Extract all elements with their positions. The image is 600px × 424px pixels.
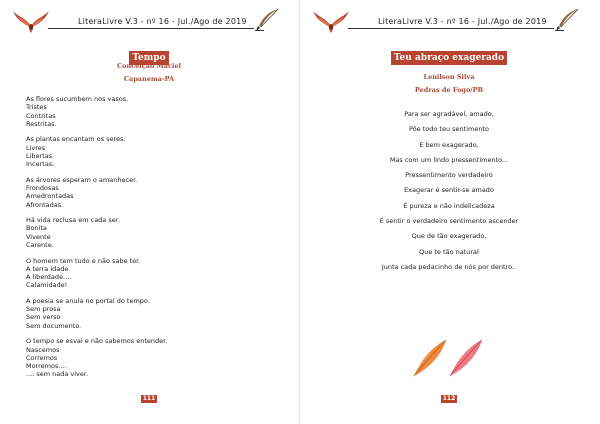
- poem-line: É pureza e não indelicadeza: [403, 201, 495, 210]
- page-header: [4, 6, 294, 36]
- poem-line: Sem prosa: [26, 305, 61, 314]
- poem-body: [304, 107, 594, 275]
- page-number-label: 112: [442, 395, 456, 402]
- poem-line: As flores sucumbem nos vasos.: [26, 95, 129, 103]
- phoenix-bird-icon: [12, 8, 50, 34]
- poem-body: [26, 95, 286, 386]
- poem-stanza: [26, 297, 286, 330]
- quill-pen-icon: [554, 7, 580, 33]
- two-feathers-icon: [410, 336, 492, 378]
- poem-line: Vivente: [26, 232, 51, 241]
- poem-line: Amedrontadas: [26, 192, 74, 201]
- poem-line: A liberdade....: [26, 273, 72, 282]
- left-page: [4, 0, 294, 424]
- poem-line: É sentir o verdadeiro sentimento ascender: [379, 217, 519, 226]
- poem-stanza: [26, 95, 286, 128]
- quill-pen-icon: [254, 7, 280, 33]
- poem-line: O tempo se esvai e não sabemos entender.: [26, 337, 168, 346]
- poem-line: Livres: [26, 143, 46, 152]
- phoenix-bird-icon: [312, 8, 350, 34]
- poem-line: A poesia se anula no portal do tempo.: [26, 296, 150, 305]
- header-text: LiteraLivre V.3 - nº 16 - Jul./Ago de 2019: [378, 17, 547, 26]
- poem-line: O homem tem tudo e não sabe ter.: [26, 256, 141, 265]
- poem-line: Para ser agradável, amado,: [404, 110, 494, 118]
- poem-line: Frondosas: [26, 184, 59, 193]
- poem-line: Há vida reclusa em cada ser.: [26, 216, 120, 225]
- poem-line: Pressentimento verdadeiro: [405, 171, 493, 180]
- poem-line: Calamidade!: [26, 281, 68, 290]
- page-header: [304, 6, 594, 36]
- poem-line: Carente.: [26, 241, 54, 250]
- poem-line: Mas com um lindo pressentimento...: [389, 155, 509, 164]
- poem-line: Libertas: [26, 151, 53, 160]
- poem-location: Pedras de Fogo/PB: [414, 86, 484, 94]
- poem-author: Conceição Maciel: [116, 62, 181, 70]
- right-page: [304, 0, 594, 424]
- poem-line: Restritas.: [26, 119, 57, 128]
- header-text: LiteraLivre V.3 - nº 16 - Jul./Ago de 2019: [78, 17, 247, 26]
- poem-line: Incertas.: [26, 160, 55, 169]
- poem-stanza: [26, 337, 286, 378]
- poem-line: Bonita: [26, 224, 47, 233]
- poem-line: Exagerar é sentir-se amado: [404, 186, 494, 195]
- page-number: [304, 385, 594, 404]
- poem-stanza: [26, 216, 286, 249]
- poem-line: Que te tão natural: [419, 247, 479, 256]
- poem-line: Tristes: [26, 103, 47, 112]
- poem-line: Junta cada pedacinho de nós por dentro..: [381, 262, 517, 271]
- poem-line: .... sem nada viver.: [26, 370, 89, 379]
- poem-stanza: [26, 135, 286, 168]
- poem-line: E bem exagerado,: [419, 140, 479, 149]
- poem-title: Tempo: [129, 51, 168, 65]
- poem-line: Põe todo teu sentimento: [409, 125, 489, 134]
- page-divider: [299, 0, 300, 424]
- poem-line: As plantas encantam os seres.: [26, 135, 126, 144]
- poem-title: Teu abraço exagerado: [391, 51, 507, 65]
- poem-line: Sem documento.: [26, 321, 82, 330]
- poem-line: Corremos: [26, 353, 58, 362]
- poem-location: Capanema-PA: [123, 75, 175, 83]
- poem-line: Afrontadas.: [26, 200, 64, 209]
- page-number-label: 111: [142, 395, 156, 402]
- poem-line: As árvores esperam o amanhecer.: [26, 175, 138, 184]
- poem-line: Contritas: [26, 111, 56, 120]
- header-rule: [348, 28, 554, 29]
- poem-line: A terra idade: [26, 264, 69, 273]
- poem-stanza: [26, 176, 286, 209]
- poem-line: Morremos....: [26, 362, 67, 371]
- poem-title-box: [304, 45, 594, 65]
- page-number: [4, 385, 294, 404]
- poem-line: Sem verso: [26, 313, 61, 322]
- poem-author: Lenilson Silva: [423, 73, 475, 81]
- header-rule: [48, 28, 254, 29]
- poem-line: Nascemos: [26, 345, 60, 354]
- poem-line: Que de tão exagerado,: [411, 232, 487, 241]
- poem-stanza: [26, 257, 286, 290]
